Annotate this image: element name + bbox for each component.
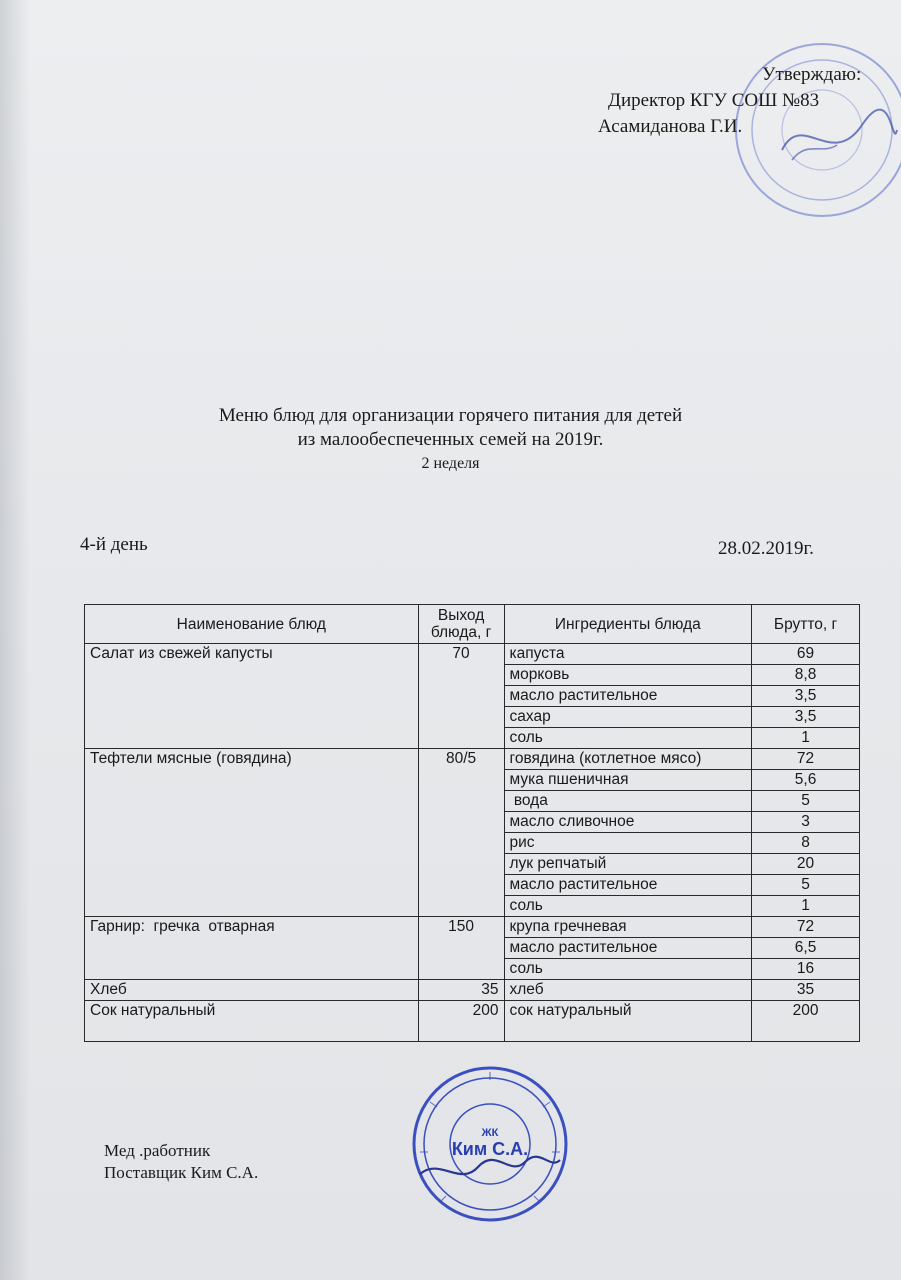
ingredient-gross: 72 xyxy=(752,917,860,938)
ingredient-name: лук репчатый xyxy=(504,854,752,875)
ingredient-gross: 3,5 xyxy=(752,707,860,728)
ingredient-name: масло сливочное xyxy=(504,812,752,833)
ingredient-name: крупа гречневая xyxy=(504,917,752,938)
ingredient-gross: 6,5 xyxy=(752,938,860,959)
ingredient-name: вода xyxy=(504,791,752,812)
table-header-row xyxy=(85,605,860,644)
dish-yield: 35 xyxy=(418,980,504,1001)
ingredient-gross: 69 xyxy=(752,644,860,665)
medical-worker-label: Мед .работник xyxy=(104,1141,211,1160)
ingredient-gross: 3 xyxy=(752,812,860,833)
ingredient-gross: 16 xyxy=(752,959,860,980)
table-row xyxy=(85,1001,860,1042)
approval-title: Утверждаю: xyxy=(762,64,862,85)
ingredient-name: говядина (котлетное мясо) xyxy=(504,749,752,770)
header-dish-name: Наименование блюд xyxy=(85,605,419,644)
ingredient-name: мука пшеничная xyxy=(504,770,752,791)
header-gross: Брутто, г xyxy=(752,605,860,644)
ingredient-name: сок натуральный xyxy=(504,1001,752,1042)
seal-name-text: Ким С.А. xyxy=(451,1139,529,1159)
ingredient-name: хлеб xyxy=(504,980,752,1001)
table-row xyxy=(85,980,860,1001)
dish-name: Салат из свежей капусты xyxy=(85,644,419,749)
ingredient-name: соль xyxy=(504,896,752,917)
ingredient-gross: 35 xyxy=(752,980,860,1001)
dish-name: Тефтели мясные (говядина) xyxy=(85,749,419,917)
dish-name: Сок натуральный xyxy=(85,1001,419,1042)
ingredient-name: капуста xyxy=(504,644,752,665)
day-label: 4-й день xyxy=(80,534,148,555)
menu-date: 28.02.2019г. xyxy=(718,538,814,559)
ingredient-gross: 20 xyxy=(752,854,860,875)
title-line-1: Меню блюд для организации горячего питания для детей xyxy=(218,405,683,426)
page-edge-shadow xyxy=(0,0,30,1280)
dish-yield: 150 xyxy=(418,917,504,980)
table-row xyxy=(85,917,860,938)
dish-yield: 80/5 xyxy=(418,749,504,917)
approval-position: Директор КГУ СОШ №83 xyxy=(608,90,820,111)
ingredient-name: сахар xyxy=(504,707,752,728)
ingredient-name: соль xyxy=(504,959,752,980)
ingredient-gross: 5 xyxy=(752,791,860,812)
ingredient-gross: 1 xyxy=(752,728,860,749)
ingredient-gross: 200 xyxy=(752,1001,860,1042)
ingredient-gross: 8,8 xyxy=(752,665,860,686)
approval-name: Асамиданова Г.И. xyxy=(598,116,743,137)
ingredient-gross: 5 xyxy=(752,875,860,896)
ingredient-gross: 3,5 xyxy=(752,686,860,707)
header-ingredients: Ингредиенты блюда xyxy=(504,605,752,644)
ingredient-name: морковь xyxy=(504,665,752,686)
dish-name: Гарнир: гречка отварная xyxy=(85,917,419,980)
footer-signatures xyxy=(104,1140,258,1184)
ingredient-name: масло растительное xyxy=(504,875,752,896)
ingredient-gross: 72 xyxy=(752,749,860,770)
ingredient-name: соль xyxy=(504,728,752,749)
ingredient-gross: 5,6 xyxy=(752,770,860,791)
title-line-2: из малообеспеченных семей на 2019г. xyxy=(297,429,604,450)
dish-name: Хлеб xyxy=(85,980,419,1001)
ingredient-name: масло растительное xyxy=(504,686,752,707)
document-title xyxy=(0,404,901,476)
table-row xyxy=(85,644,860,665)
header-yield: Выход блюда, г xyxy=(418,605,504,644)
ingredient-name: рис xyxy=(504,833,752,854)
seal-top-text: ЖК xyxy=(481,1127,499,1139)
ingredient-name: масло растительное xyxy=(504,938,752,959)
approval-block xyxy=(590,62,890,140)
ingredient-gross: 1 xyxy=(752,896,860,917)
dish-yield: 70 xyxy=(418,644,504,749)
menu-table xyxy=(84,604,860,1042)
ingredient-gross: 8 xyxy=(752,833,860,854)
week-label: 2 неделя xyxy=(421,455,480,472)
table-row xyxy=(85,749,860,770)
supplier-seal-text xyxy=(440,1127,540,1160)
supplier-label: Поставщик Ким С.А. xyxy=(104,1163,259,1182)
dish-yield: 200 xyxy=(418,1001,504,1042)
